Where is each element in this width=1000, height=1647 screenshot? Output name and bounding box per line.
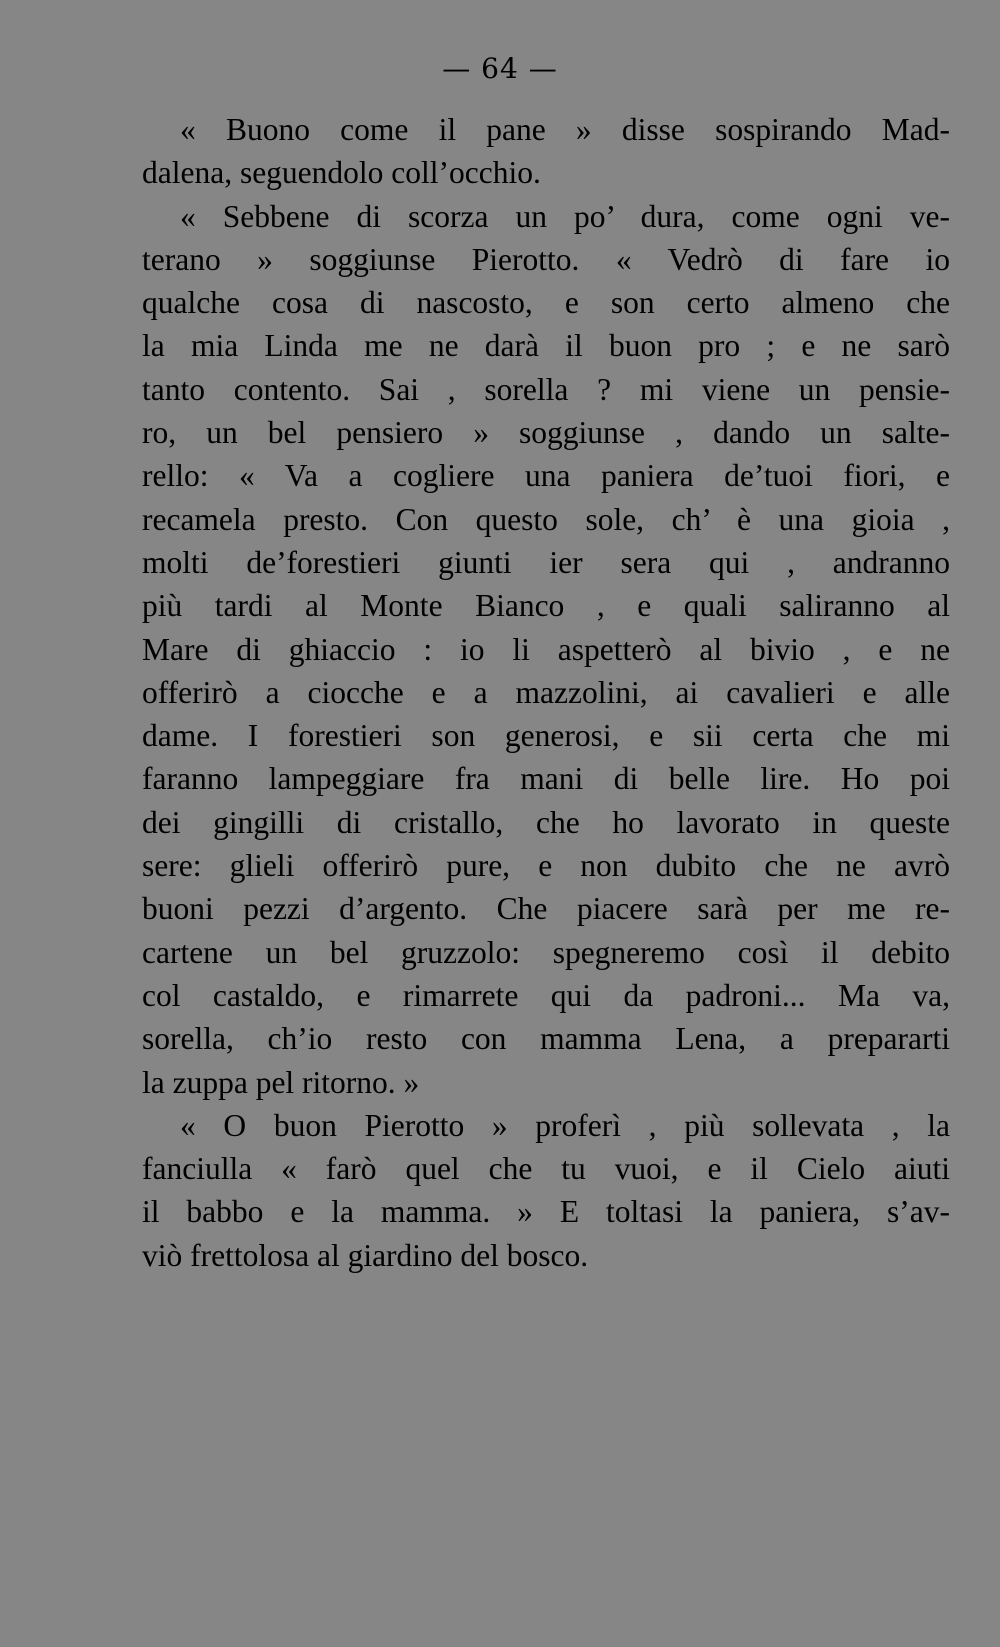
text-line: ro, un bel pensiero » soggiunse , dando un salte-	[142, 415, 950, 451]
text-line: col castaldo, e rimarrete qui da padroni... Ma va,	[142, 977, 950, 1013]
text-line: dei gingilli di cristallo, che ho lavorato in queste	[142, 804, 950, 840]
text-line: tanto contento. Sai , sorella ? mi viene un pensie-	[142, 371, 950, 407]
text-line: dame. I forestieri son generosi, e sii certa che mi	[142, 718, 950, 754]
text-line: sorella, ch’io resto con mamma Lena, a prepararti	[142, 1021, 950, 1057]
text-line: dalena, seguendolo coll’occhio.	[142, 155, 541, 191]
text-line: viò frettolosa al giardino del bosco.	[142, 1237, 589, 1273]
text-line: recamela presto. Con questo sole, ch’ è una gioia ,	[142, 501, 950, 537]
text-line: sere: glieli offerirò pure, e non dubito che ne avrò	[142, 848, 950, 884]
text-line: buoni pezzi d’argento. Che piacere sarà per me re-	[142, 891, 950, 927]
text-line: « Sebbene di scorza un po’ dura, come ogni ve-	[180, 198, 950, 234]
text-line: cartene un bel gruzzolo: spegneremo così il debito	[142, 934, 950, 970]
body-text	[142, 108, 950, 1277]
text-line: più tardi al Monte Bianco , e quali saliranno al	[142, 588, 950, 624]
text-line: « O buon Pierotto » proferì , più sollevata , la	[180, 1107, 950, 1143]
text-line: qualche cosa di nascosto, e son certo almeno che	[142, 285, 950, 321]
text-line: la zuppa pel ritorno. »	[142, 1064, 420, 1100]
text-line: molti de’forestieri giunti ier sera qui , andranno	[142, 544, 950, 580]
text-line: il babbo e la mamma. » E toltasi la paniera, s’av-	[142, 1194, 950, 1230]
text-line: terano » soggiunse Pierotto. « Vedrò di fare io	[142, 241, 950, 277]
text-line: rello: « Va a cogliere una paniera de’tuoi fiori, e	[142, 458, 950, 494]
text-line: la mia Linda me ne darà il buon pro ; e ne sarò	[142, 328, 950, 364]
text-line: fanciulla « farò quel che tu vuoi, e il Cielo aiuti	[142, 1151, 950, 1187]
text-line: « Buono come il pane » disse sospirando Mad-	[180, 112, 950, 147]
text-line: faranno lampeggiare fra mani di belle lire. Ho poi	[142, 761, 950, 797]
text-line: Mare di ghiaccio : io li aspetterò al bivio , e ne	[142, 631, 950, 667]
text-line: offerirò a ciocche e a mazzolini, ai cavalieri e alle	[142, 674, 950, 710]
page-number: — 64 —	[442, 52, 558, 85]
